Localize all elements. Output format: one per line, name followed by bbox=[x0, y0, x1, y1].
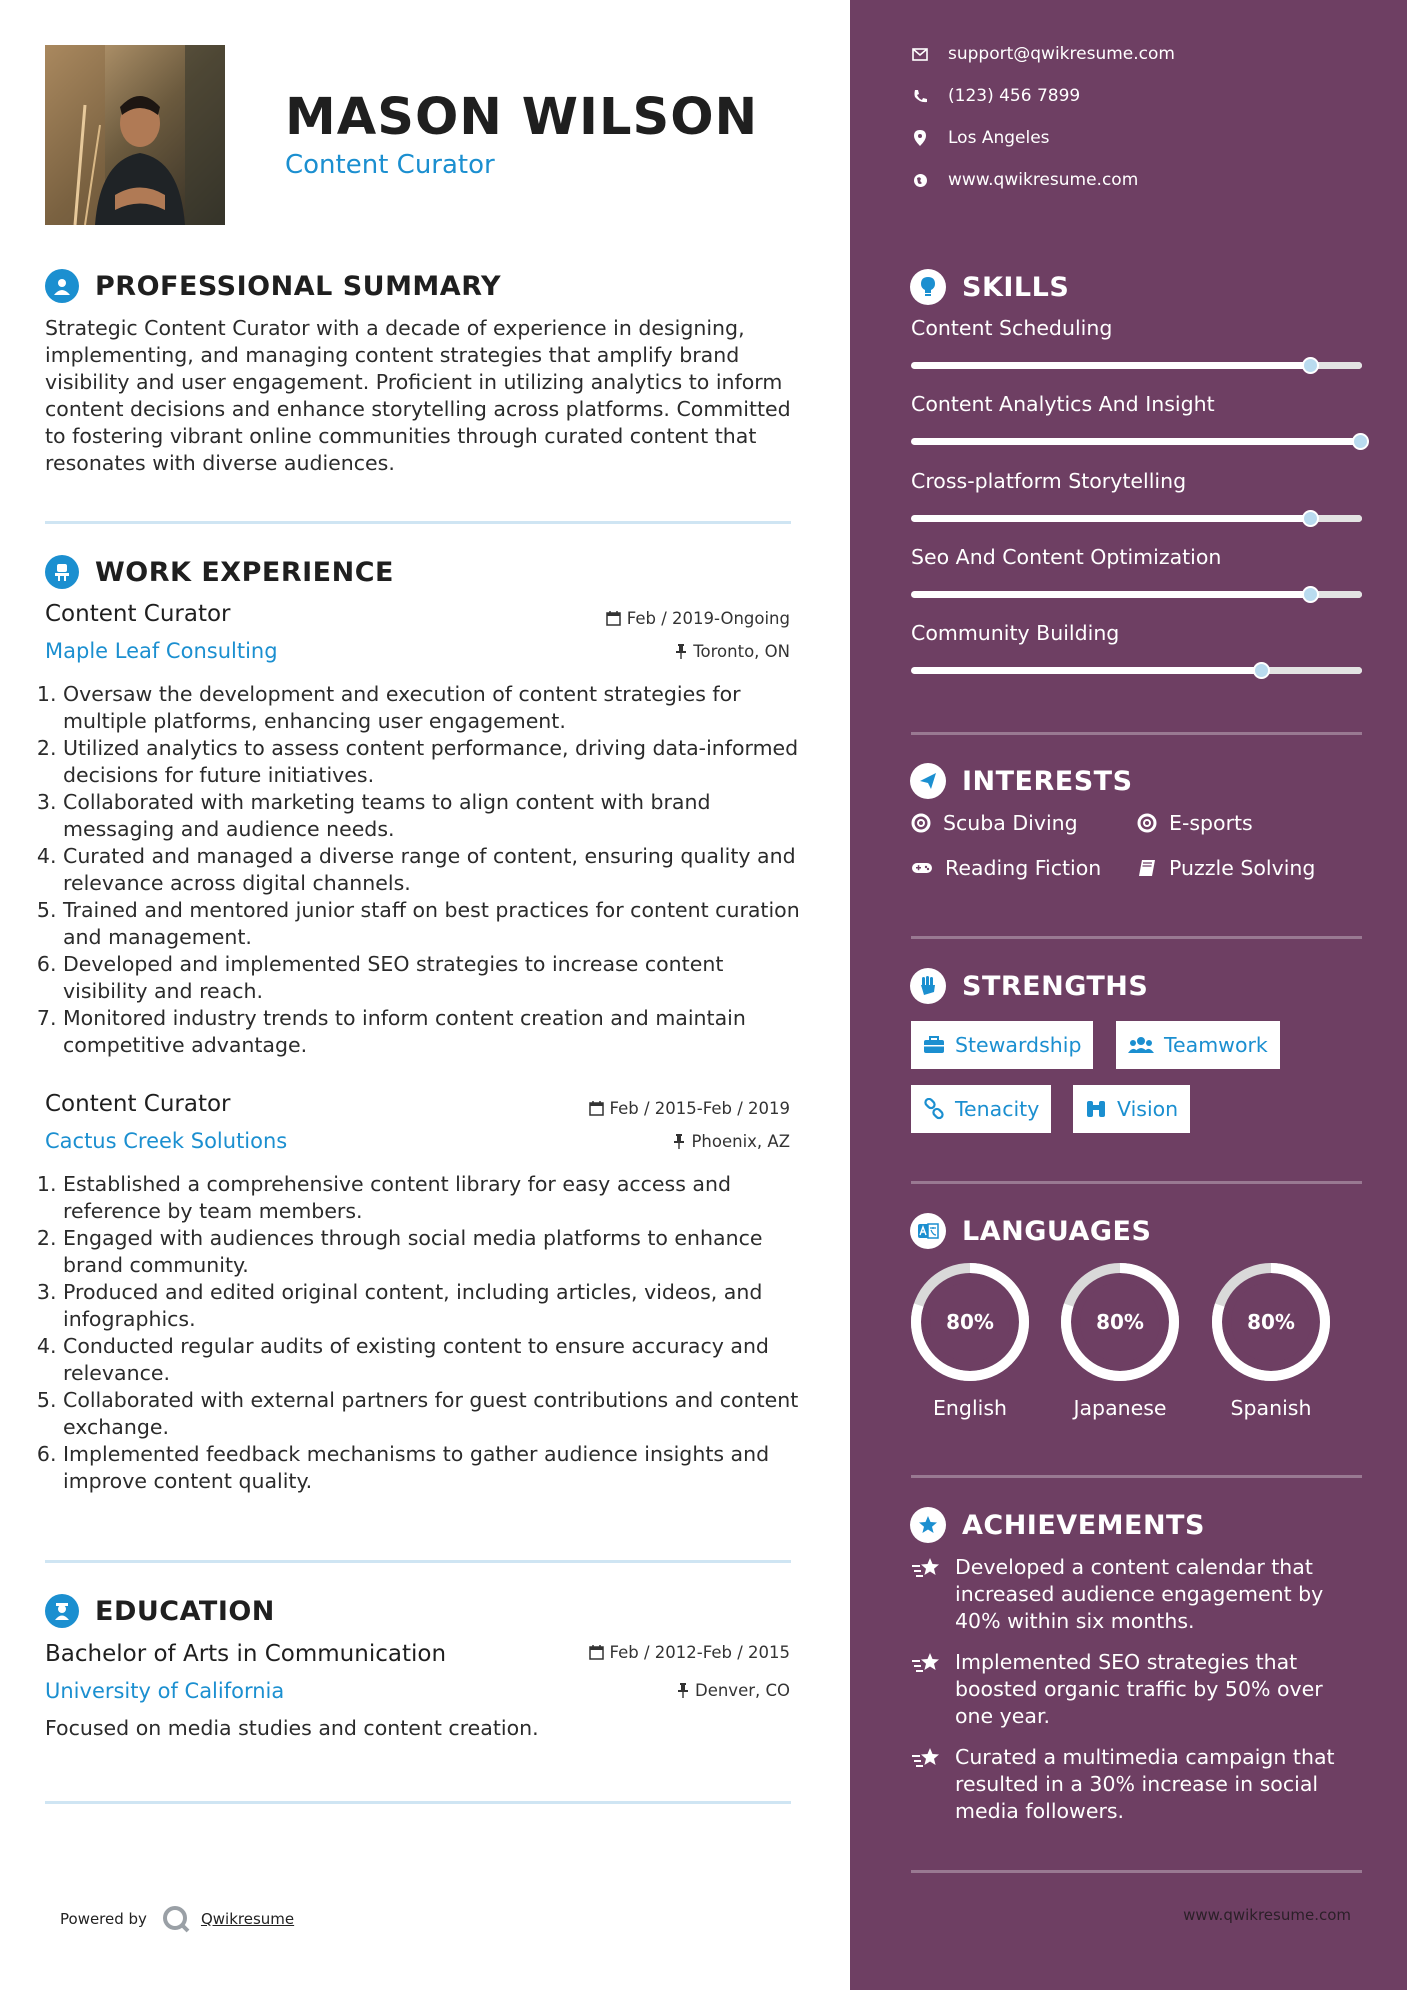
education-heading bbox=[45, 1594, 275, 1628]
book-icon bbox=[1137, 858, 1157, 878]
interest-label: Scuba Diving bbox=[943, 811, 1078, 835]
contact-phone[interactable] bbox=[912, 86, 1080, 106]
candidate-name: MASON WILSON bbox=[285, 88, 759, 147]
language-gauge bbox=[1058, 1260, 1182, 1384]
summary-heading bbox=[45, 269, 501, 303]
education-date bbox=[589, 1643, 790, 1662]
language-item bbox=[908, 1260, 1032, 1420]
divider bbox=[911, 732, 1362, 735]
interests-heading bbox=[910, 763, 1133, 799]
list-item: 4. Conducted regular audits of existing content to ensure accuracy and relevance. bbox=[63, 1333, 813, 1387]
achievements-title: ACHIEVEMENTS bbox=[962, 1509, 1205, 1541]
divider bbox=[45, 1560, 791, 1563]
paper-plane-icon bbox=[910, 763, 946, 799]
list-item: 2. Engaged with audiences through social media platforms to enhance brand community. bbox=[63, 1225, 813, 1279]
achievements-heading bbox=[910, 1507, 1205, 1543]
shooting-star-icon bbox=[911, 1651, 943, 1677]
job-date-text: Feb / 2019-Ongoing bbox=[626, 609, 790, 628]
languages-title: LANGUAGES bbox=[962, 1215, 1152, 1247]
interests-title: INTERESTS bbox=[962, 765, 1133, 797]
education-location bbox=[677, 1681, 790, 1700]
skill-bar-remaining bbox=[1263, 667, 1362, 674]
strength-tag bbox=[911, 1085, 1051, 1133]
work-title: WORK EXPERIENCE bbox=[95, 556, 394, 588]
list-item: 6. Implemented feedback mechanisms to gather audience insights and improve content quality. bbox=[63, 1441, 813, 1495]
skill-bar-remaining bbox=[1312, 591, 1362, 598]
lifebuoy-icon bbox=[1137, 813, 1157, 833]
candidate-role: Content Curator bbox=[285, 150, 495, 180]
skills-title: SKILLS bbox=[962, 271, 1070, 303]
profile-photo bbox=[45, 45, 225, 225]
divider bbox=[911, 1181, 1362, 1184]
powered-by-label: Powered by bbox=[60, 1910, 147, 1928]
contact-email[interactable] bbox=[912, 44, 1175, 64]
skill-label: Content Analytics And Insight bbox=[911, 392, 1215, 416]
job-company: Maple Leaf Consulting bbox=[45, 639, 278, 663]
education-location-text: Denver, CO bbox=[694, 1681, 790, 1700]
binoculars-icon bbox=[1085, 1099, 1107, 1119]
qwikresume-link[interactable]: Qwikresume bbox=[200, 1910, 295, 1928]
language-name: Spanish bbox=[1230, 1396, 1312, 1420]
strengths-title: STRENGTHS bbox=[962, 970, 1149, 1002]
job-title: Content Curator bbox=[45, 1091, 231, 1117]
calendar-icon bbox=[589, 1101, 604, 1116]
list-item: 6. Developed and implemented SEO strategies to increase content visibility and reach. bbox=[63, 951, 813, 1005]
summary-title: PROFESSIONAL SUMMARY bbox=[95, 270, 502, 302]
language-name: English bbox=[932, 1396, 1008, 1420]
language-percent: 80% bbox=[1247, 1310, 1295, 1334]
degree-title: Bachelor of Arts in Communication bbox=[45, 1641, 447, 1667]
skill-label: Community Building bbox=[911, 621, 1120, 645]
job-location-text: Phoenix, AZ bbox=[691, 1132, 790, 1151]
pin-icon bbox=[677, 1683, 689, 1698]
education-title: EDUCATION bbox=[95, 1595, 275, 1627]
job-title: Content Curator bbox=[45, 601, 231, 627]
list-item: 1. Established a comprehensive content library for easy access and reference by team members. bbox=[63, 1171, 813, 1225]
envelope-icon bbox=[912, 46, 928, 62]
school-name: University of California bbox=[45, 1679, 285, 1703]
contact-website-text: www.qwikresume.com bbox=[948, 170, 1139, 190]
sidebar bbox=[850, 0, 1407, 1990]
interest-item bbox=[1137, 856, 1315, 880]
strength-tag bbox=[911, 1021, 1093, 1069]
gamepad-icon bbox=[911, 860, 933, 876]
skill-knob bbox=[1302, 510, 1319, 527]
strength-label: Stewardship bbox=[955, 1033, 1082, 1057]
skill-bar bbox=[911, 515, 1362, 522]
job-bullets bbox=[45, 1171, 813, 1495]
language-gauge bbox=[1209, 1260, 1333, 1384]
strength-tag bbox=[1073, 1085, 1190, 1133]
skill-bar bbox=[911, 438, 1362, 445]
summary-text: Strategic Content Curator with a decade of experience in designing, implementing, and managing content strategies that amplify brand visibility and user engagement. Proficient in utilizing analytics to inform content decisions and enhance storytelling across platforms. Committed to fostering vibrant online communities through curated content that resonates with diverse audiences. bbox=[45, 316, 791, 475]
achievement-text: Curated a multimedia campaign that resulted in a 30% increase in social media followers. bbox=[955, 1745, 1335, 1823]
job-location bbox=[673, 1132, 790, 1151]
divider bbox=[45, 1801, 791, 1804]
shooting-star-icon bbox=[911, 1746, 943, 1772]
user-circle-icon bbox=[45, 269, 79, 303]
achievement-item bbox=[911, 1744, 1351, 1825]
list-item: 2. Utilized analytics to assess content performance, driving data-informed decisions for future initiatives. bbox=[63, 735, 813, 789]
skill-knob bbox=[1253, 662, 1270, 679]
graduate-icon bbox=[45, 1594, 79, 1628]
language-name: Japanese bbox=[1073, 1396, 1167, 1420]
strength-label: Tenacity bbox=[955, 1097, 1040, 1121]
skill-bar bbox=[911, 362, 1362, 369]
list-item: 1. Oversaw the development and execution of content strategies for multiple platforms, enhancing user engagement. bbox=[63, 681, 813, 735]
job-date bbox=[589, 1099, 790, 1118]
skill-label: Content Scheduling bbox=[911, 316, 1113, 340]
languages-heading bbox=[910, 1213, 1151, 1249]
lifebuoy-icon bbox=[911, 813, 931, 833]
interest-item bbox=[911, 856, 1101, 880]
calendar-icon bbox=[606, 611, 621, 626]
pin-icon bbox=[675, 644, 687, 659]
job-location-text: Toronto, ON bbox=[693, 642, 790, 661]
interest-label: E-sports bbox=[1169, 811, 1253, 835]
interest-label: Reading Fiction bbox=[945, 856, 1102, 880]
list-item: 7. Monitored industry trends to inform content creation and maintain competitive advantage. bbox=[63, 1005, 813, 1059]
skill-knob bbox=[1302, 586, 1319, 603]
skill-bar bbox=[911, 667, 1362, 674]
award-star-icon bbox=[910, 1507, 946, 1543]
list-item: 4. Curated and managed a diverse range of content, ensuring quality and relevance across digital channels. bbox=[63, 843, 813, 897]
skills-heading bbox=[910, 269, 1069, 305]
briefcase-icon bbox=[923, 1036, 945, 1054]
skill-bar-remaining bbox=[1312, 362, 1362, 369]
achievement-item bbox=[911, 1554, 1351, 1635]
skill-knob bbox=[1352, 433, 1369, 450]
list-item: 5. Collaborated with external partners for guest contributions and content exchange. bbox=[63, 1387, 813, 1441]
achievement-text: Developed a content calendar that increased audience engagement by 40% within six months. bbox=[955, 1555, 1324, 1633]
qwikresume-logo-icon bbox=[161, 1904, 191, 1934]
job-location bbox=[675, 642, 790, 661]
job-date bbox=[606, 609, 790, 628]
skill-bar bbox=[911, 591, 1362, 598]
list-item: 3. Collaborated with marketing teams to align content with brand messaging and audience needs. bbox=[63, 789, 813, 843]
job-company: Cactus Creek Solutions bbox=[45, 1129, 288, 1153]
interest-item bbox=[1137, 811, 1253, 835]
contact-location-text: Los Angeles bbox=[948, 128, 1050, 148]
footer-website[interactable]: www.qwikresume.com bbox=[1183, 1906, 1351, 1924]
contact-phone-text: (123) 456 7899 bbox=[948, 86, 1081, 106]
users-icon bbox=[1128, 1036, 1154, 1054]
work-heading bbox=[45, 555, 394, 589]
language-percent: 80% bbox=[1096, 1310, 1144, 1334]
phone-icon bbox=[912, 88, 928, 104]
powered-by bbox=[60, 1904, 294, 1934]
job-date-text: Feb / 2015-Feb / 2019 bbox=[609, 1099, 790, 1118]
language-percent: 80% bbox=[946, 1310, 994, 1334]
strengths-heading bbox=[910, 968, 1148, 1004]
strength-tag bbox=[1116, 1021, 1280, 1069]
list-item: 3. Produced and edited original content, including articles, videos, and infographics. bbox=[63, 1279, 813, 1333]
skill-knob bbox=[1302, 357, 1319, 374]
fist-icon bbox=[910, 968, 946, 1004]
calendar-icon bbox=[589, 1645, 604, 1660]
lightbulb-icon bbox=[910, 269, 946, 305]
contact-email-text: support@qwikresume.com bbox=[948, 44, 1175, 64]
pin-icon bbox=[673, 1134, 685, 1149]
interest-item bbox=[911, 811, 1078, 835]
contact-website[interactable] bbox=[912, 170, 1138, 190]
skill-label: Cross-platform Storytelling bbox=[911, 469, 1187, 493]
link-icon bbox=[923, 1098, 945, 1120]
language-item bbox=[1058, 1260, 1182, 1420]
divider bbox=[911, 1870, 1362, 1873]
job-bullets bbox=[45, 681, 813, 1059]
strength-label: Teamwork bbox=[1164, 1033, 1268, 1057]
education-description: Focused on media studies and content creation. bbox=[45, 1716, 539, 1740]
interest-label: Puzzle Solving bbox=[1169, 856, 1316, 880]
shooting-star-icon bbox=[911, 1556, 943, 1582]
achievement-item bbox=[911, 1649, 1351, 1730]
language-gauge bbox=[908, 1260, 1032, 1384]
achievement-text: Implemented SEO strategies that boosted organic traffic by 50% over one year. bbox=[955, 1650, 1323, 1728]
language-item bbox=[1209, 1260, 1333, 1420]
map-marker-icon bbox=[912, 130, 928, 146]
divider bbox=[911, 1475, 1362, 1478]
list-item: 5. Trained and mentored junior staff on best practices for content curation and management. bbox=[63, 897, 813, 951]
chair-icon bbox=[45, 555, 79, 589]
contact-location bbox=[912, 128, 1050, 148]
divider bbox=[911, 936, 1362, 939]
translate-icon bbox=[910, 1213, 946, 1249]
divider bbox=[45, 521, 791, 524]
skill-bar-remaining bbox=[1312, 515, 1362, 522]
globe-icon bbox=[912, 172, 928, 188]
education-date-text: Feb / 2012-Feb / 2015 bbox=[609, 1643, 790, 1662]
skill-label: Seo And Content Optimization bbox=[911, 545, 1222, 569]
strength-label: Vision bbox=[1117, 1097, 1179, 1121]
